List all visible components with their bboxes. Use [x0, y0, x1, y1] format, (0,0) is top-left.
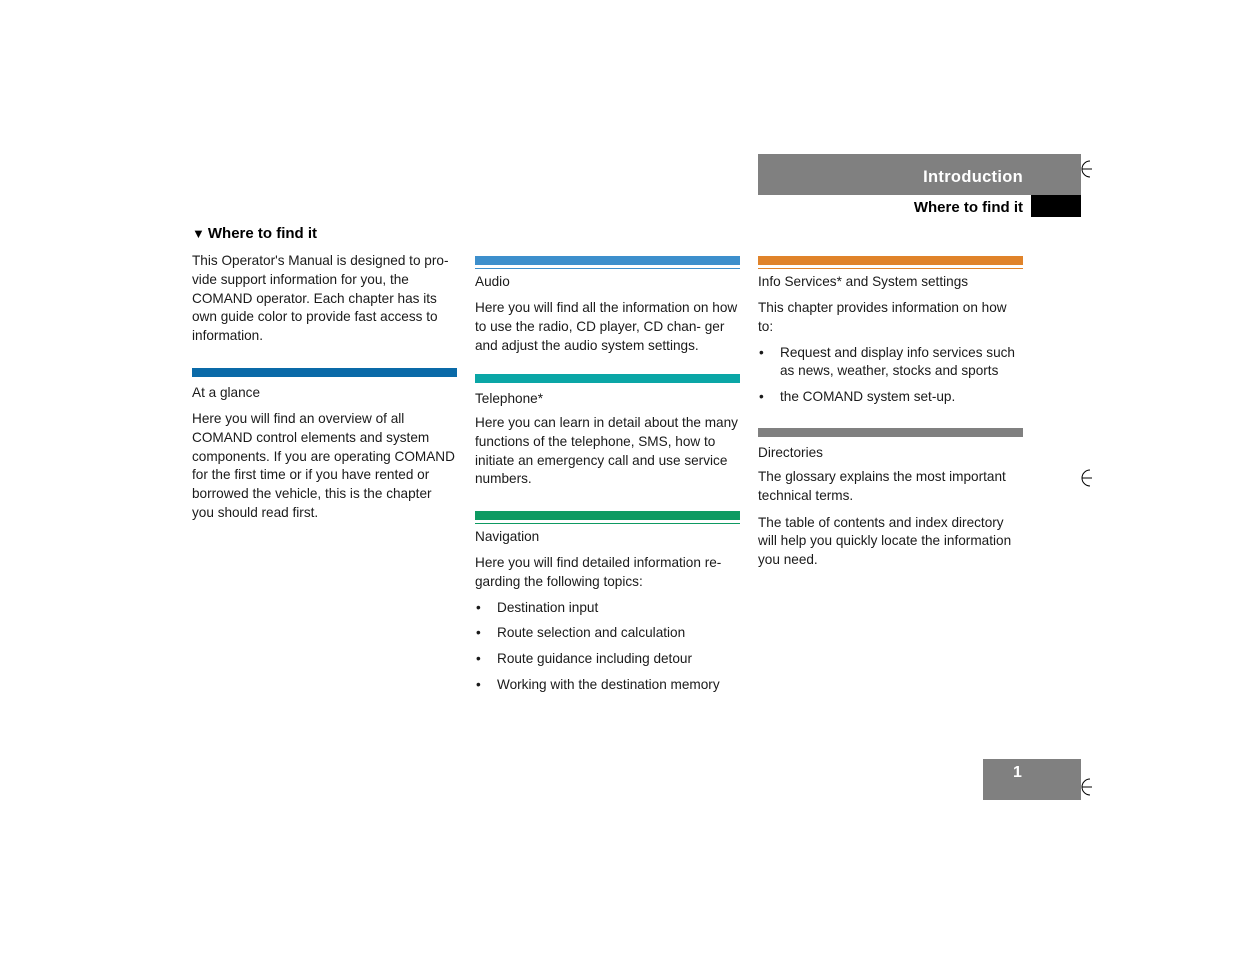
telephone-color-bar: [475, 374, 740, 383]
audio-title: Audio: [475, 268, 740, 291]
list-item: • Route guidance including detour: [475, 650, 740, 669]
triangle-down-icon: ▼: [192, 226, 205, 241]
navigation-title: Navigation: [475, 523, 740, 546]
telephone-title: Telephone*: [475, 391, 544, 406]
list-item: • Working with the destination memory: [475, 676, 740, 695]
navigation-topic-list: [475, 599, 740, 695]
chapter-navigation: [475, 511, 740, 695]
navigation-text: Here you will find detailed information re- garding the following topics:: [475, 555, 722, 589]
info-services-title: Info Services* and System settings: [758, 268, 1023, 291]
chapter-title: Introduction: [923, 168, 1023, 186]
info-services-color-bar: [758, 256, 1023, 265]
directories-text-glossary: The glossary explains the most important technical terms.: [758, 469, 1006, 503]
info-services-list: [758, 344, 1023, 407]
list-item: • Request and display info services such as news, weather, stocks and sports: [758, 344, 1023, 382]
crop-mark-bottom: [1080, 777, 1094, 797]
section-title: Where to find it: [913, 199, 1023, 216]
at-a-glance-color-bar: [192, 368, 457, 377]
intro-section: [192, 252, 457, 346]
page-number-box: [983, 759, 1081, 800]
telephone-text: Here you can learn in detail about the many functions of the telephone, SMS, how to initiate an emergency call and use service numbers.: [475, 415, 738, 487]
list-item: • the COMAND system set-up.: [758, 388, 1023, 407]
navigation-color-bar: [475, 511, 740, 520]
chapter-at-a-glance: [192, 368, 457, 523]
intro-text: This Operator's Manual is designed to pro- vide support information for you, the COMAND operator. Each chapter has its own guide color to provide fast access to information.: [192, 253, 449, 344]
directories-text-index: The table of contents and index directory will help you quickly locate the information you need.: [758, 514, 1012, 568]
page-heading: [192, 225, 317, 242]
chapter-info-services: [758, 256, 1023, 407]
list-item: • Destination input: [475, 599, 740, 618]
list-item: • Route selection and calculation: [475, 624, 740, 643]
audio-text: Here you will find all the information on how to use the radio, CD player, CD chan- ger and adjust the audio system settings.: [475, 300, 738, 353]
page-number: 1: [1013, 764, 1022, 781]
chapter-audio: [475, 256, 740, 355]
chapter-header-box: [758, 154, 1081, 195]
at-a-glance-text: Here you will find an overview of all COMAND control elements and system components. If you are operating COMAND for the first time or if you have rented or borrowed the vehicle, this is the chapter you should read first.: [192, 411, 455, 520]
section-marker: [1031, 195, 1081, 217]
directories-title: Directories: [758, 445, 823, 460]
chapter-telephone: [475, 374, 740, 489]
audio-color-bar: [475, 256, 740, 265]
page-heading-text: Where to find it: [207, 225, 318, 242]
at-a-glance-title: At a glance: [192, 385, 261, 400]
crop-mark-middle: [1080, 468, 1094, 488]
chapter-directories: [758, 428, 1023, 570]
directories-color-bar: [758, 428, 1023, 437]
info-services-text: This chapter provides information on how to:: [758, 300, 1007, 334]
crop-mark-top: [1080, 159, 1094, 179]
